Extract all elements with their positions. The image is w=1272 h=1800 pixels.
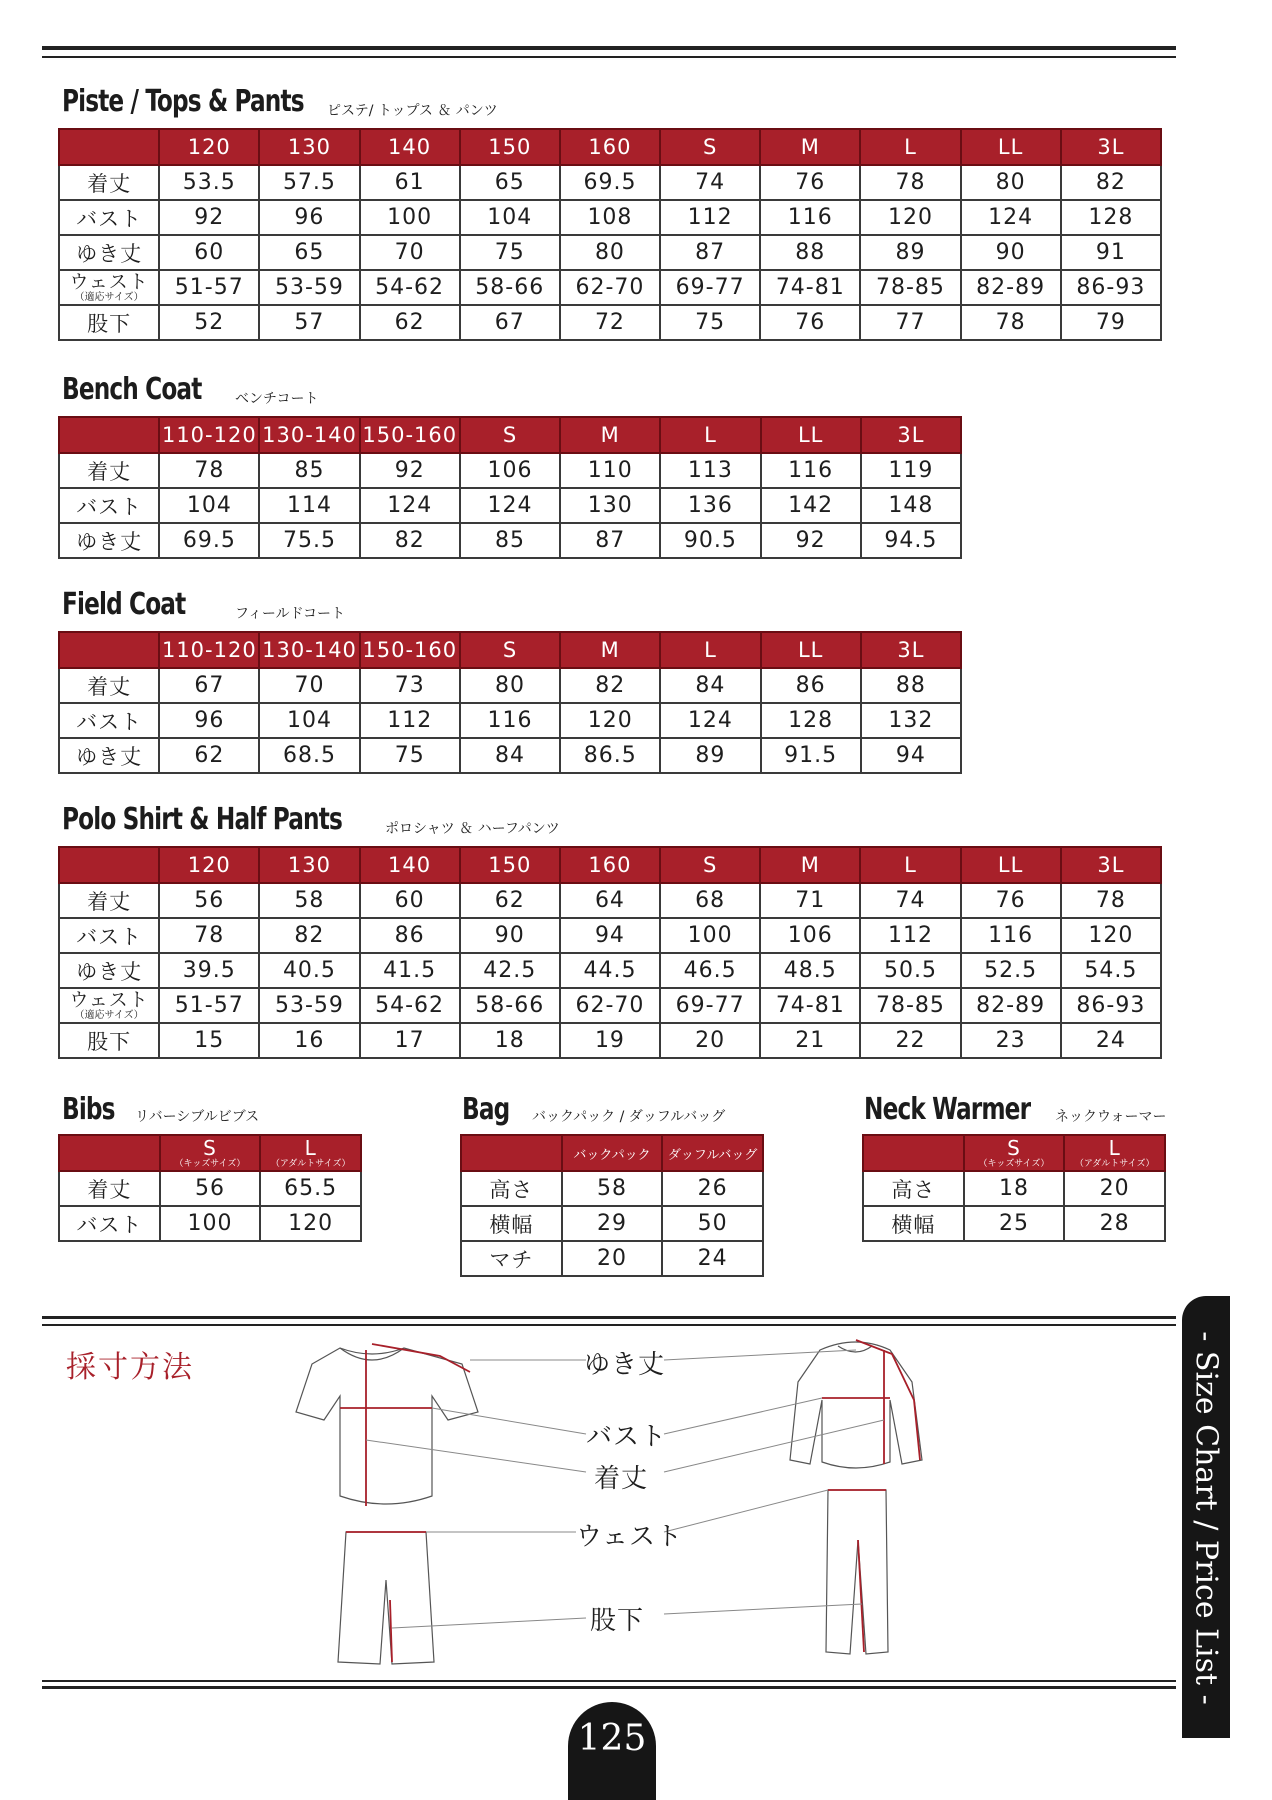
table-cell: 39.5 [159,953,259,988]
table-cell: 20 [660,1023,760,1058]
table-cell: 87 [560,523,660,558]
neck-warmer-subtitle: ネックウォーマー [1055,1109,1167,1125]
bibs-subtitle: リバーシブルビブス [135,1109,260,1125]
column-header: LL [761,632,861,668]
table-cell: 96 [159,703,259,738]
table-cell: 24 [1061,1023,1161,1058]
table-cell: 94 [560,918,660,953]
long-top-sleeve-line [856,1340,920,1460]
table-cell: 80 [460,668,560,703]
row-label: バスト [59,703,159,738]
column-header: ダッフルバッグ [662,1135,763,1171]
table-cell: 92 [159,200,259,235]
table-cell: 116 [761,453,861,488]
table-cell: 80 [560,235,660,270]
column-header: 120 [159,129,259,165]
table-cell: 110 [560,453,660,488]
table-cell: 90 [961,235,1061,270]
column-header: LL [761,417,861,453]
row-label: 横幅 [863,1206,964,1241]
row-label: ゆき丈 [59,953,159,988]
table-cell: 114 [259,488,359,523]
table-cell: 58-66 [460,270,560,305]
table-cell: 120 [860,200,960,235]
column-header: 160 [560,847,660,883]
table-cell: 19 [560,1023,660,1058]
table-cell: 78 [961,305,1061,340]
table-cell: 75.5 [259,523,359,558]
table-cell: 69-77 [660,270,760,305]
row-label: 高さ [461,1171,562,1206]
table-cell: 94 [861,738,961,773]
table-cell: 96 [259,200,359,235]
table-cell: 113 [660,453,760,488]
column-header-note: （アダルトサイズ） [1074,1158,1155,1169]
table-cell: 52 [159,305,259,340]
column-header: 130 [259,847,359,883]
table-cell: 50 [662,1206,763,1241]
table-cell: 26 [662,1171,763,1206]
row-label: 着丈 [59,1171,160,1206]
piste-subtitle: ピステ/ トップス ＆ パンツ [327,103,498,119]
table-cell: 40.5 [259,953,359,988]
table-cell: 72 [560,305,660,340]
column-header: 130 [259,129,359,165]
label-waist: ウェスト [576,1522,683,1552]
table-cell: 62 [159,738,259,773]
bench-coat-title: Bench Coat [62,372,202,407]
table-cell: 51-57 [159,270,259,305]
table-cell: 78-85 [860,270,960,305]
table-cell: 21 [760,1023,860,1058]
column-header-note: （キッズサイズ） [174,1158,246,1169]
table-cell: 82-89 [961,988,1061,1023]
column-header: バックパック [562,1135,663,1171]
page-number: 125 [577,1718,647,1759]
column-header-note: （アダルトサイズ） [270,1158,351,1169]
table-cell: 54-62 [360,988,460,1023]
column-header: 3L [1061,847,1161,883]
table-cell: 130 [560,488,660,523]
row-label: ゆき丈 [59,523,159,558]
table-cell: 88 [861,668,961,703]
table-cell: 62-70 [560,270,660,305]
table-cell: 56 [160,1171,261,1206]
table-cell: 57.5 [259,165,359,200]
half-pants-inseam-line [390,1600,392,1662]
row-label: 着丈 [59,668,159,703]
table-cell: 108 [560,200,660,235]
table-cell: 100 [160,1206,261,1241]
table-cell: 52.5 [961,953,1061,988]
column-header: S [460,632,560,668]
column-header: S [660,129,760,165]
table-cell: 78-85 [860,988,960,1023]
table-cell: 23 [961,1023,1061,1058]
bag-subtitle: バックパック / ダッフルバッグ [532,1109,726,1125]
table-cell: 100 [660,918,760,953]
table-cell: 44.5 [560,953,660,988]
table-cell: 100 [360,200,460,235]
table-cell: 79 [1061,305,1161,340]
column-header: M [760,129,860,165]
table-cell: 116 [760,200,860,235]
table-cell: 86-93 [1061,270,1161,305]
bottom-rule-thick [42,1686,1176,1689]
polo-subtitle: ポロシャツ ＆ ハーフパンツ [385,821,560,837]
column-header: L [660,632,760,668]
table-cell: 53-59 [259,270,359,305]
table-cell: 106 [760,918,860,953]
row-label: バスト [59,918,159,953]
piste-title: Piste / Tops & Pants [62,84,304,119]
column-header-size: S [203,1135,217,1160]
table-cell: 74-81 [760,270,860,305]
table-cell: 41.5 [360,953,460,988]
table-cell: 90 [460,918,560,953]
table-cell: 20 [562,1241,663,1276]
column-header: 110-120 [159,632,259,668]
column-header: 3L [861,632,961,668]
table-cell: 25 [964,1206,1065,1241]
table-cell: 69-77 [660,988,760,1023]
table-cell: 48.5 [760,953,860,988]
table-cell: 136 [660,488,760,523]
column-header: 150-160 [360,417,460,453]
measurement-title: 採寸方法 [66,1350,194,1385]
table-cell: 65.5 [260,1171,361,1206]
row-label: 高さ [863,1171,964,1206]
table-cell: 65 [259,235,359,270]
table-cell: 74 [660,165,760,200]
table-cell: 69.5 [159,523,259,558]
table-cell: 54.5 [1061,953,1161,988]
half-pants-outline [338,1532,434,1664]
table-cell: 77 [860,305,960,340]
table-cell: 132 [861,703,961,738]
table-cell: 84 [660,668,760,703]
table-cell: 124 [660,703,760,738]
table-cell: 85 [460,523,560,558]
table-cell: 62 [460,883,560,918]
column-header: 140 [360,847,460,883]
table-cell: 56 [159,883,259,918]
table-cell: 24 [662,1241,763,1276]
table-cell: 60 [360,883,460,918]
table-cell: 75 [460,235,560,270]
row-label: ゆき丈 [59,738,159,773]
table-cell: 116 [460,703,560,738]
table-cell: 54-62 [360,270,460,305]
column-header: 130-140 [259,417,359,453]
table-cell: 22 [860,1023,960,1058]
table-cell: 62 [360,305,460,340]
table-cell: 42.5 [460,953,560,988]
bottom-rule-thin [42,1680,1176,1682]
table-cell: 84 [460,738,560,773]
polo-title: Polo Shirt & Half Pants [62,802,342,837]
label-sleeve-length: ゆき丈 [584,1350,666,1380]
column-header: M [760,847,860,883]
side-tab-text: - Size Chart / Price List - [1188,1331,1224,1705]
table-cell: 15 [159,1023,259,1058]
neck-warmer-title: Neck Warmer [864,1092,1031,1127]
table-cell: 82-89 [961,270,1061,305]
table-cell: 76 [760,165,860,200]
table-cell: 50.5 [860,953,960,988]
table-cell: 70 [360,235,460,270]
table-cell: 90.5 [660,523,760,558]
table-cell: 17 [360,1023,460,1058]
row-label: 横幅 [461,1206,562,1241]
table-cell: 58 [562,1171,663,1206]
row-label: 着丈 [59,165,159,200]
table-cell: 67 [159,668,259,703]
table-cell: 75 [360,738,460,773]
table-cell: 104 [259,703,359,738]
table-cell: 86 [761,668,861,703]
column-header: 130-140 [259,632,359,668]
table-cell: 64 [560,883,660,918]
column-header-size: L [1108,1135,1121,1160]
table-cell: 78 [1061,883,1161,918]
table-cell: 58-66 [460,988,560,1023]
table-cell: 16 [259,1023,359,1058]
table-cell: 82 [360,523,460,558]
table-cell: 82 [560,668,660,703]
table-cell: 65 [460,165,560,200]
table-cell: 58 [259,883,359,918]
column-header: L [860,847,960,883]
row-label: バスト [59,200,159,235]
table-cell: 120 [260,1206,361,1241]
table-cell: 85 [259,453,359,488]
table-cell: 78 [860,165,960,200]
table-cell: 57 [259,305,359,340]
row-label: バスト [59,488,159,523]
long-sleeve-top-outline [790,1342,922,1468]
column-header: 150 [460,847,560,883]
table-cell: 120 [1061,918,1161,953]
column-header: 3L [861,417,961,453]
table-cell: 120 [560,703,660,738]
column-header: 120 [159,847,259,883]
table-cell: 78 [159,453,259,488]
table-cell: 29 [562,1206,663,1241]
table-cell: 86 [360,918,460,953]
row-label: ゆき丈 [59,235,159,270]
bench-coat-subtitle: ベンチコート [235,391,319,407]
table-cell: 106 [460,453,560,488]
row-label: 股下 [59,1023,159,1058]
column-header: 150-160 [360,632,460,668]
table-cell: 68 [660,883,760,918]
table-cell: 75 [660,305,760,340]
table-cell: 80 [961,165,1061,200]
field-coat-subtitle: フィールドコート [235,606,346,622]
table-cell: 46.5 [660,953,760,988]
table-cell: 91.5 [761,738,861,773]
table-cell: 89 [860,235,960,270]
field-coat-title: Field Coat [62,587,186,622]
table-cell: 67 [460,305,560,340]
table-cell: 128 [1061,200,1161,235]
table-cell: 116 [961,918,1061,953]
table-cell: 20 [1064,1171,1165,1206]
label-body-length: 着丈 [594,1464,649,1494]
table-cell: 86.5 [560,738,660,773]
table-cell: 62-70 [560,988,660,1023]
table-cell: 70 [259,668,359,703]
polo-shirt-outline [296,1348,478,1504]
table-cell: 86-93 [1061,988,1161,1023]
table-cell: 82 [259,918,359,953]
row-label: マチ [461,1241,562,1276]
table-cell: 51-57 [159,988,259,1023]
table-cell: 82 [1061,165,1161,200]
row-label: 着丈 [59,883,159,918]
table-cell: 87 [660,235,760,270]
table-cell: 112 [860,918,960,953]
table-cell: 104 [460,200,560,235]
bag-title: Bag [462,1092,510,1127]
table-cell: 71 [760,883,860,918]
row-label: バスト [59,1206,160,1241]
column-header: 3L [1061,129,1161,165]
column-header: M [560,417,660,453]
column-header: S [660,847,760,883]
table-cell: 91 [1061,235,1161,270]
table-cell: 69.5 [560,165,660,200]
table-cell: 73 [360,668,460,703]
long-pants-inseam-line [858,1540,864,1652]
table-cell: 104 [159,488,259,523]
column-header: 140 [360,129,460,165]
table-cell: 112 [660,200,760,235]
table-cell: 128 [761,703,861,738]
table-cell: 124 [961,200,1061,235]
column-header: 160 [560,129,660,165]
table-cell: 68.5 [259,738,359,773]
column-header: LL [961,847,1061,883]
table-cell: 92 [360,453,460,488]
table-cell: 78 [159,918,259,953]
column-header-size: S [1007,1135,1021,1160]
table-cell: 60 [159,235,259,270]
row-label-main: ウェスト [69,988,149,1011]
column-header-note: （キッズサイズ） [978,1158,1050,1169]
table-cell: 18 [964,1171,1065,1206]
row-label-main: ウェスト [69,270,149,293]
table-cell: 53.5 [159,165,259,200]
table-cell: 18 [460,1023,560,1058]
column-header: S [460,417,560,453]
column-header: L [660,417,760,453]
table-cell: 124 [360,488,460,523]
bibs-title: Bibs [62,1092,115,1127]
column-header: LL [961,129,1061,165]
table-cell: 119 [861,453,961,488]
table-cell: 76 [961,883,1061,918]
table-cell: 88 [760,235,860,270]
table-cell: 74 [860,883,960,918]
table-cell: 124 [460,488,560,523]
table-cell: 76 [760,305,860,340]
row-label-note: （適応サイズ） [74,1009,144,1021]
table-cell: 92 [761,523,861,558]
column-header: L [860,129,960,165]
table-cell: 89 [660,738,760,773]
table-cell: 94.5 [861,523,961,558]
column-header: 150 [460,129,560,165]
row-label-note: （適応サイズ） [74,291,144,303]
table-cell: 142 [761,488,861,523]
table-cell: 61 [360,165,460,200]
row-label: 着丈 [59,453,159,488]
column-header: 110-120 [159,417,259,453]
table-cell: 148 [861,488,961,523]
table-cell: 53-59 [259,988,359,1023]
table-cell: 28 [1064,1206,1165,1241]
label-bust: バスト [586,1422,668,1452]
table-cell: 112 [360,703,460,738]
column-header: M [560,632,660,668]
table-cell: 74-81 [760,988,860,1023]
column-header-size: L [304,1135,317,1160]
long-pants-outline [826,1490,888,1654]
row-label: 股下 [59,305,159,340]
label-inseam: 股下 [590,1606,645,1636]
